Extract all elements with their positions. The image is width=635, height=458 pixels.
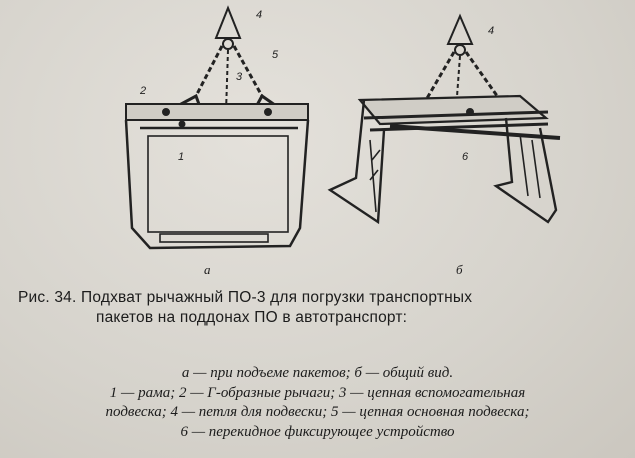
lifting-loop-b xyxy=(448,16,472,44)
frame-sides-a xyxy=(126,120,308,248)
figure-label-b: б xyxy=(456,262,463,277)
svg-text:3: 3 xyxy=(236,71,243,83)
svg-text:4: 4 xyxy=(256,9,263,21)
frame-top-a xyxy=(126,104,308,120)
legend-line-3: подвеска; 4 — петля для подвески; 5 — цепная основная подвеска; xyxy=(105,404,530,420)
figure-label-a: а xyxy=(204,262,211,277)
lifting-loop-a xyxy=(216,8,240,38)
svg-text:2: 2 xyxy=(140,85,147,97)
svg-text:1: 1 xyxy=(178,151,185,163)
aux-chain-a xyxy=(226,50,228,112)
main-chain-a xyxy=(196,46,262,96)
svg-text:5: 5 xyxy=(272,49,279,61)
main-chain-b xyxy=(426,52,500,100)
figure-legend xyxy=(0,364,635,442)
caption-line-1: Рис. 34. Подхват рычажный ПО-3 для погрузки транспортных xyxy=(18,289,473,306)
legend-line-1: а — при подъеме пакетов; б — общий вид. xyxy=(181,365,454,381)
package-a xyxy=(148,136,288,232)
legend-line-4: 6 — перекидное фиксирующее устройство xyxy=(180,423,455,440)
legend-line-2: 1 — рама; 2 — Г-образные рычаги; 3 — цепная вспомогательная xyxy=(109,384,526,401)
svg-text:4: 4 xyxy=(488,25,495,37)
caption-line-2: пакетов на поддонах ПО в автотранспорт: xyxy=(96,309,408,326)
figure-caption xyxy=(18,288,618,328)
svg-text:6: 6 xyxy=(462,151,469,163)
